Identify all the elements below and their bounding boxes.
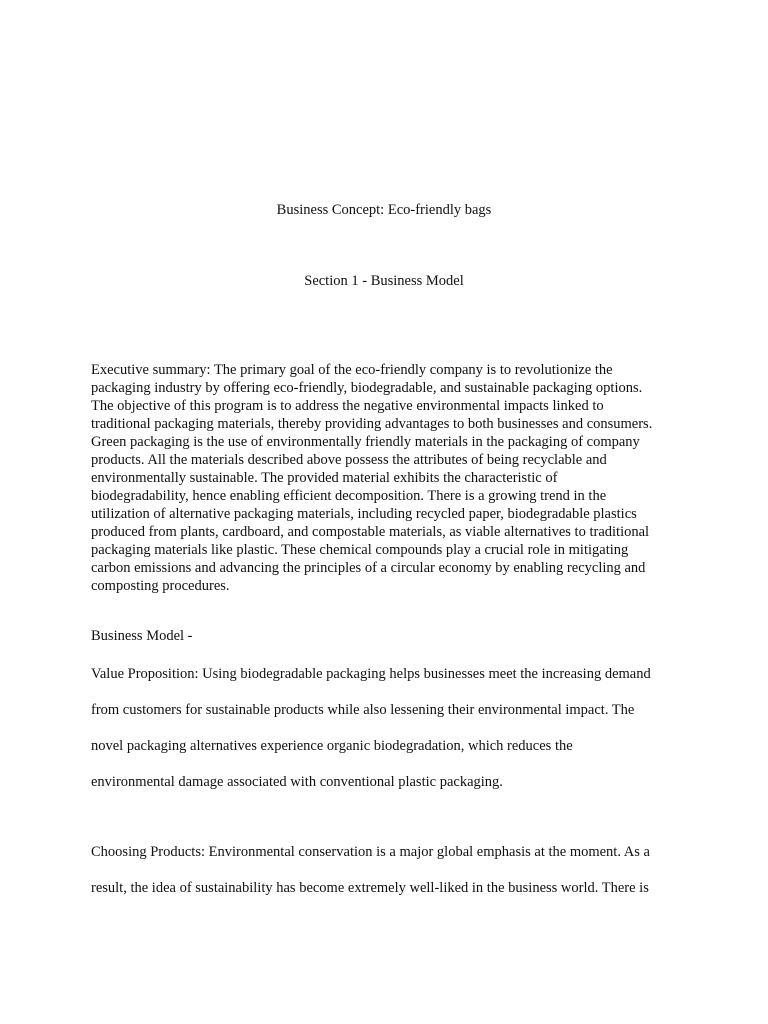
executive-summary-line: products. All the materials described above possess the attributes of being recyclable and: [91, 452, 607, 468]
value-proposition-line: Value Proposition: Using biodegradable packaging helps businesses meet the increasing demand: [91, 666, 651, 682]
section-heading: Section 1 - Business Model: [304, 273, 464, 289]
value-proposition-line: from customers for sustainable products while also lessening their environmental impact. The: [91, 702, 635, 718]
choosing-products-line: Choosing Products: Environmental conservation is a major global emphasis at the moment. As a: [91, 844, 650, 860]
executive-summary-line: biodegradability, hence enabling efficient decomposition. There is a growing trend in the: [91, 488, 607, 504]
executive-summary-line: packaging materials like plastic. These chemical compounds play a crucial role in mitigating: [91, 542, 629, 558]
executive-summary-line: The objective of this program is to address the negative environmental impacts linked to: [91, 398, 604, 414]
executive-summary-line: carbon emissions and advancing the principles of a circular economy by enabling recycling and: [91, 560, 646, 576]
executive-summary-line: produced from plants, cardboard, and compostable materials, as viable alternatives to traditional: [91, 524, 650, 540]
executive-summary-line: composting procedures.: [91, 578, 230, 594]
value-proposition-line: environmental damage associated with conventional plastic packaging.: [91, 774, 503, 790]
executive-summary-line: utilization of alternative packaging materials, including recycled paper, biodegradable plastics: [91, 506, 637, 522]
choosing-products-line: result, the idea of sustainability has become extremely well-liked in the business world. There is: [91, 880, 649, 896]
executive-summary-line: environmentally sustainable. The provided material exhibits the characteristic of: [91, 470, 558, 486]
executive-summary-line: packaging industry by offering eco-friendly, biodegradable, and sustainable packaging options.: [91, 380, 643, 396]
executive-summary-line: Executive summary: The primary goal of the eco-friendly company is to revolutionize the: [91, 362, 613, 378]
executive-summary-line: Green packaging is the use of environmentally friendly materials in the packaging of company: [91, 434, 640, 450]
document-title: Business Concept: Eco-friendly bags: [276, 202, 492, 218]
executive-summary-line: traditional packaging materials, thereby providing advantages to both businesses and consumers.: [91, 416, 653, 432]
business-model-heading: Business Model -: [91, 628, 193, 644]
value-proposition-line: novel packaging alternatives experience organic biodegradation, which reduces the: [91, 738, 573, 754]
